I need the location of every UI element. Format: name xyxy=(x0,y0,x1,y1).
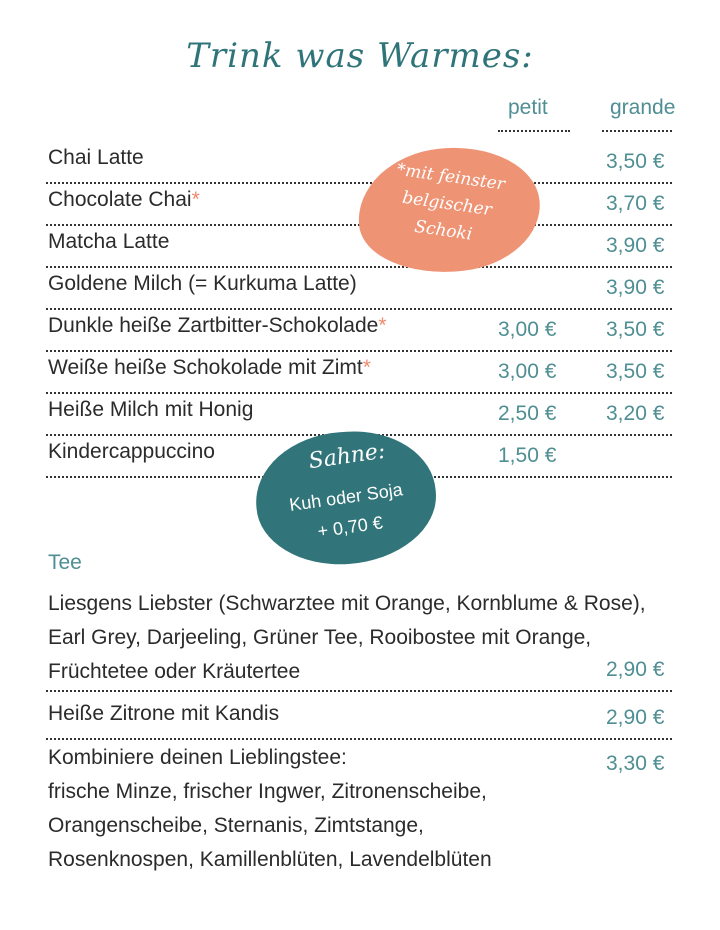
menu-title: Trink was Warmes: xyxy=(186,36,534,76)
tea-item-line: Rosenknospen, Kamillenblüten, Lavendelblüten xyxy=(48,848,492,871)
dotted-divider xyxy=(46,690,672,692)
tea-item xyxy=(46,746,672,886)
tea-item-price: 3,30 € xyxy=(606,752,665,775)
drink-row xyxy=(46,394,672,436)
tea-item-line: frische Minze, frischer Ingwer, Zitronenscheibe, xyxy=(48,780,487,803)
cream-note-title: Sahne: xyxy=(307,438,387,475)
drink-name: Goldene Milch (= Kurkuma Latte) xyxy=(48,272,357,295)
tea-item-line: Orangenscheibe, Sternanis, Zimtstange, xyxy=(48,814,424,837)
drink-name: Dunkle heiße Zartbitter-Schokolade* xyxy=(48,314,387,337)
column-header-petit: petit xyxy=(508,96,548,119)
column-rule-grande xyxy=(602,130,672,132)
drink-row xyxy=(46,352,672,394)
drink-row xyxy=(46,268,672,310)
tea-item-price: 2,90 € xyxy=(606,658,665,681)
drink-name: Kindercappuccino xyxy=(48,440,215,463)
drink-price-petit: 3,00 € xyxy=(498,360,557,383)
drink-price-grande: 3,90 € xyxy=(606,234,665,257)
drink-name: Matcha Latte xyxy=(48,230,170,253)
tea-item-line: Früchtetee oder Kräutertee xyxy=(48,660,301,683)
drink-name: Chai Latte xyxy=(48,146,144,169)
drink-name: Chocolate Chai* xyxy=(48,188,200,211)
tea-item-line: Earl Grey, Darjeeling, Grüner Tee, Rooibostee mit Orange, xyxy=(48,626,592,649)
tea-item-line: Kombiniere deinen Lieblingstee: xyxy=(48,746,347,769)
dotted-divider xyxy=(46,738,672,740)
tea-item-line: Heiße Zitrone mit Kandis xyxy=(48,702,280,725)
drink-price-petit: 2,50 € xyxy=(498,402,557,425)
drink-price-grande: 3,90 € xyxy=(606,276,665,299)
drink-price-grande: 3,50 € xyxy=(606,318,665,341)
drink-row xyxy=(46,310,672,352)
tea-section-title: Tee xyxy=(48,551,82,574)
drink-price-petit: 3,00 € xyxy=(498,318,557,341)
tea-item-price: 2,90 € xyxy=(606,706,665,729)
drink-row xyxy=(46,226,672,268)
column-rule-petit xyxy=(498,130,570,132)
drink-price-petit: 1,50 € xyxy=(498,444,557,467)
cream-note-text: Kuh oder Soja + 0,70 € xyxy=(288,479,404,542)
tea-item xyxy=(46,592,672,692)
drink-price-grande: 3,50 € xyxy=(606,360,665,383)
drink-name: Heiße Milch mit Honig xyxy=(48,398,254,421)
tea-item-line: Liesgens Liebster (Schwarztee mit Orange, Kornblume & Rose), xyxy=(48,592,646,615)
drink-price-grande: 3,70 € xyxy=(606,192,665,215)
column-header-grande: grande xyxy=(610,96,676,119)
drink-row xyxy=(46,142,672,184)
tea-item xyxy=(46,702,672,742)
drink-price-grande: 3,20 € xyxy=(606,402,665,425)
drink-price-grande: 3,50 € xyxy=(606,150,665,173)
drink-name: Weiße heiße Schokolade mit Zimt* xyxy=(48,356,371,379)
chocolate-note-text: *mit feinster belgischer Schoki xyxy=(395,159,507,245)
